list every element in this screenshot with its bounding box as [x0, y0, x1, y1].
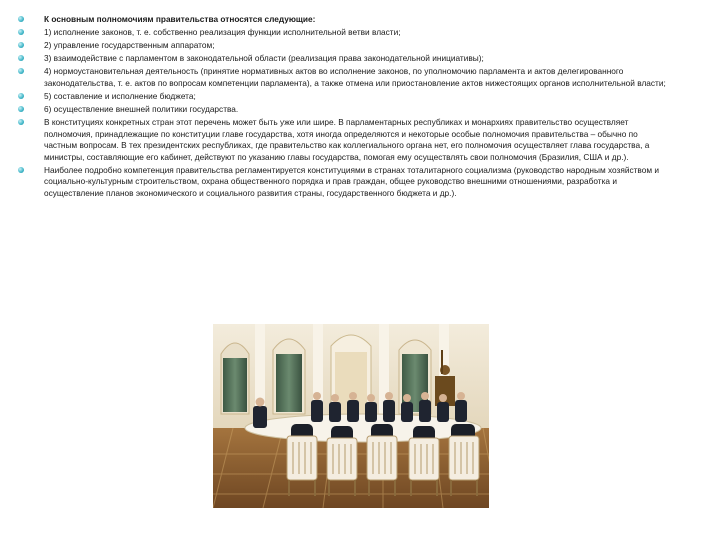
bullet-icon [18, 42, 24, 48]
bullet-icon [18, 55, 24, 61]
bullet-item [18, 91, 668, 103]
bullet-item [18, 53, 668, 65]
bullet-item [18, 104, 668, 116]
bullet-text: 2) управление государственным аппаратом; [44, 40, 215, 51]
bullet-item [18, 66, 668, 89]
bullet-item [18, 117, 668, 163]
bullet-icon [18, 93, 24, 99]
bullet-icon [18, 29, 24, 35]
bullet-text: 4) нормоустановительная деятельность (принятие нормативных актов во исполнение законов, по уполномочию парламента и актов делегированного законодательства, т. е. актов по вопросам компетенции парламента), а также отмена или приостановление актов нижестоящих органов исполнительной власти; [44, 66, 666, 88]
bullet-text: 5) составление и исполнение бюджета; [44, 90, 196, 101]
bullet-text: 6) осуществление внешней политики государства. [44, 104, 239, 115]
bullet-icon [18, 68, 24, 74]
bullet-text: К основным полномочиям правительства относятся следующие: [44, 14, 316, 24]
bullet-item [18, 165, 668, 200]
bullet-icon [18, 16, 24, 22]
bullet-item [18, 27, 668, 39]
bullet-icon [18, 106, 24, 112]
bullet-item [18, 40, 668, 52]
bullet-text: В конституциях конкретных стран этот перечень может быть уже или шире. В парламентарных республиках и монархиях правительство осуществляет полномочия, принадлежащие по конституции главе государства, хотя иногда определяются и некоторые особые полномочия правительства – обычно по частным вопросам. В тех президентских республиках, где правительство как коллегиального органа нет, его полномочия осуществляет глава государства, а министры, составляющие его кабинет, действуют по указанию главы государства, помогая ему осуществлять свои полномочия (Бразилия, США и др.). [44, 117, 650, 162]
bullet-icon [18, 167, 24, 173]
bullet-list [18, 14, 668, 201]
bullet-text: 1) исполнение законов, т. е. собственно реализация функции исполнительной ветви власти; [44, 27, 401, 38]
bullet-icon [18, 119, 24, 125]
bullet-text: Наиболее подробно компетенция правительства регламентируется конституциями в странах тоталитарного социализма (руководство народным хозяйством и социально-культурным строительством, охрана общественного порядка и прав граждан, общее руководство внешними отношениями, разработка и осуществление планов экономического и социального развития страны, государственного бюджета и др.). [44, 164, 660, 198]
government-meeting-photo [213, 324, 489, 508]
bullet-item [18, 14, 668, 26]
bullet-text: 3) взаимодействие с парламентом в законодательной области (реализация права законодательной инициативы); [44, 53, 484, 64]
